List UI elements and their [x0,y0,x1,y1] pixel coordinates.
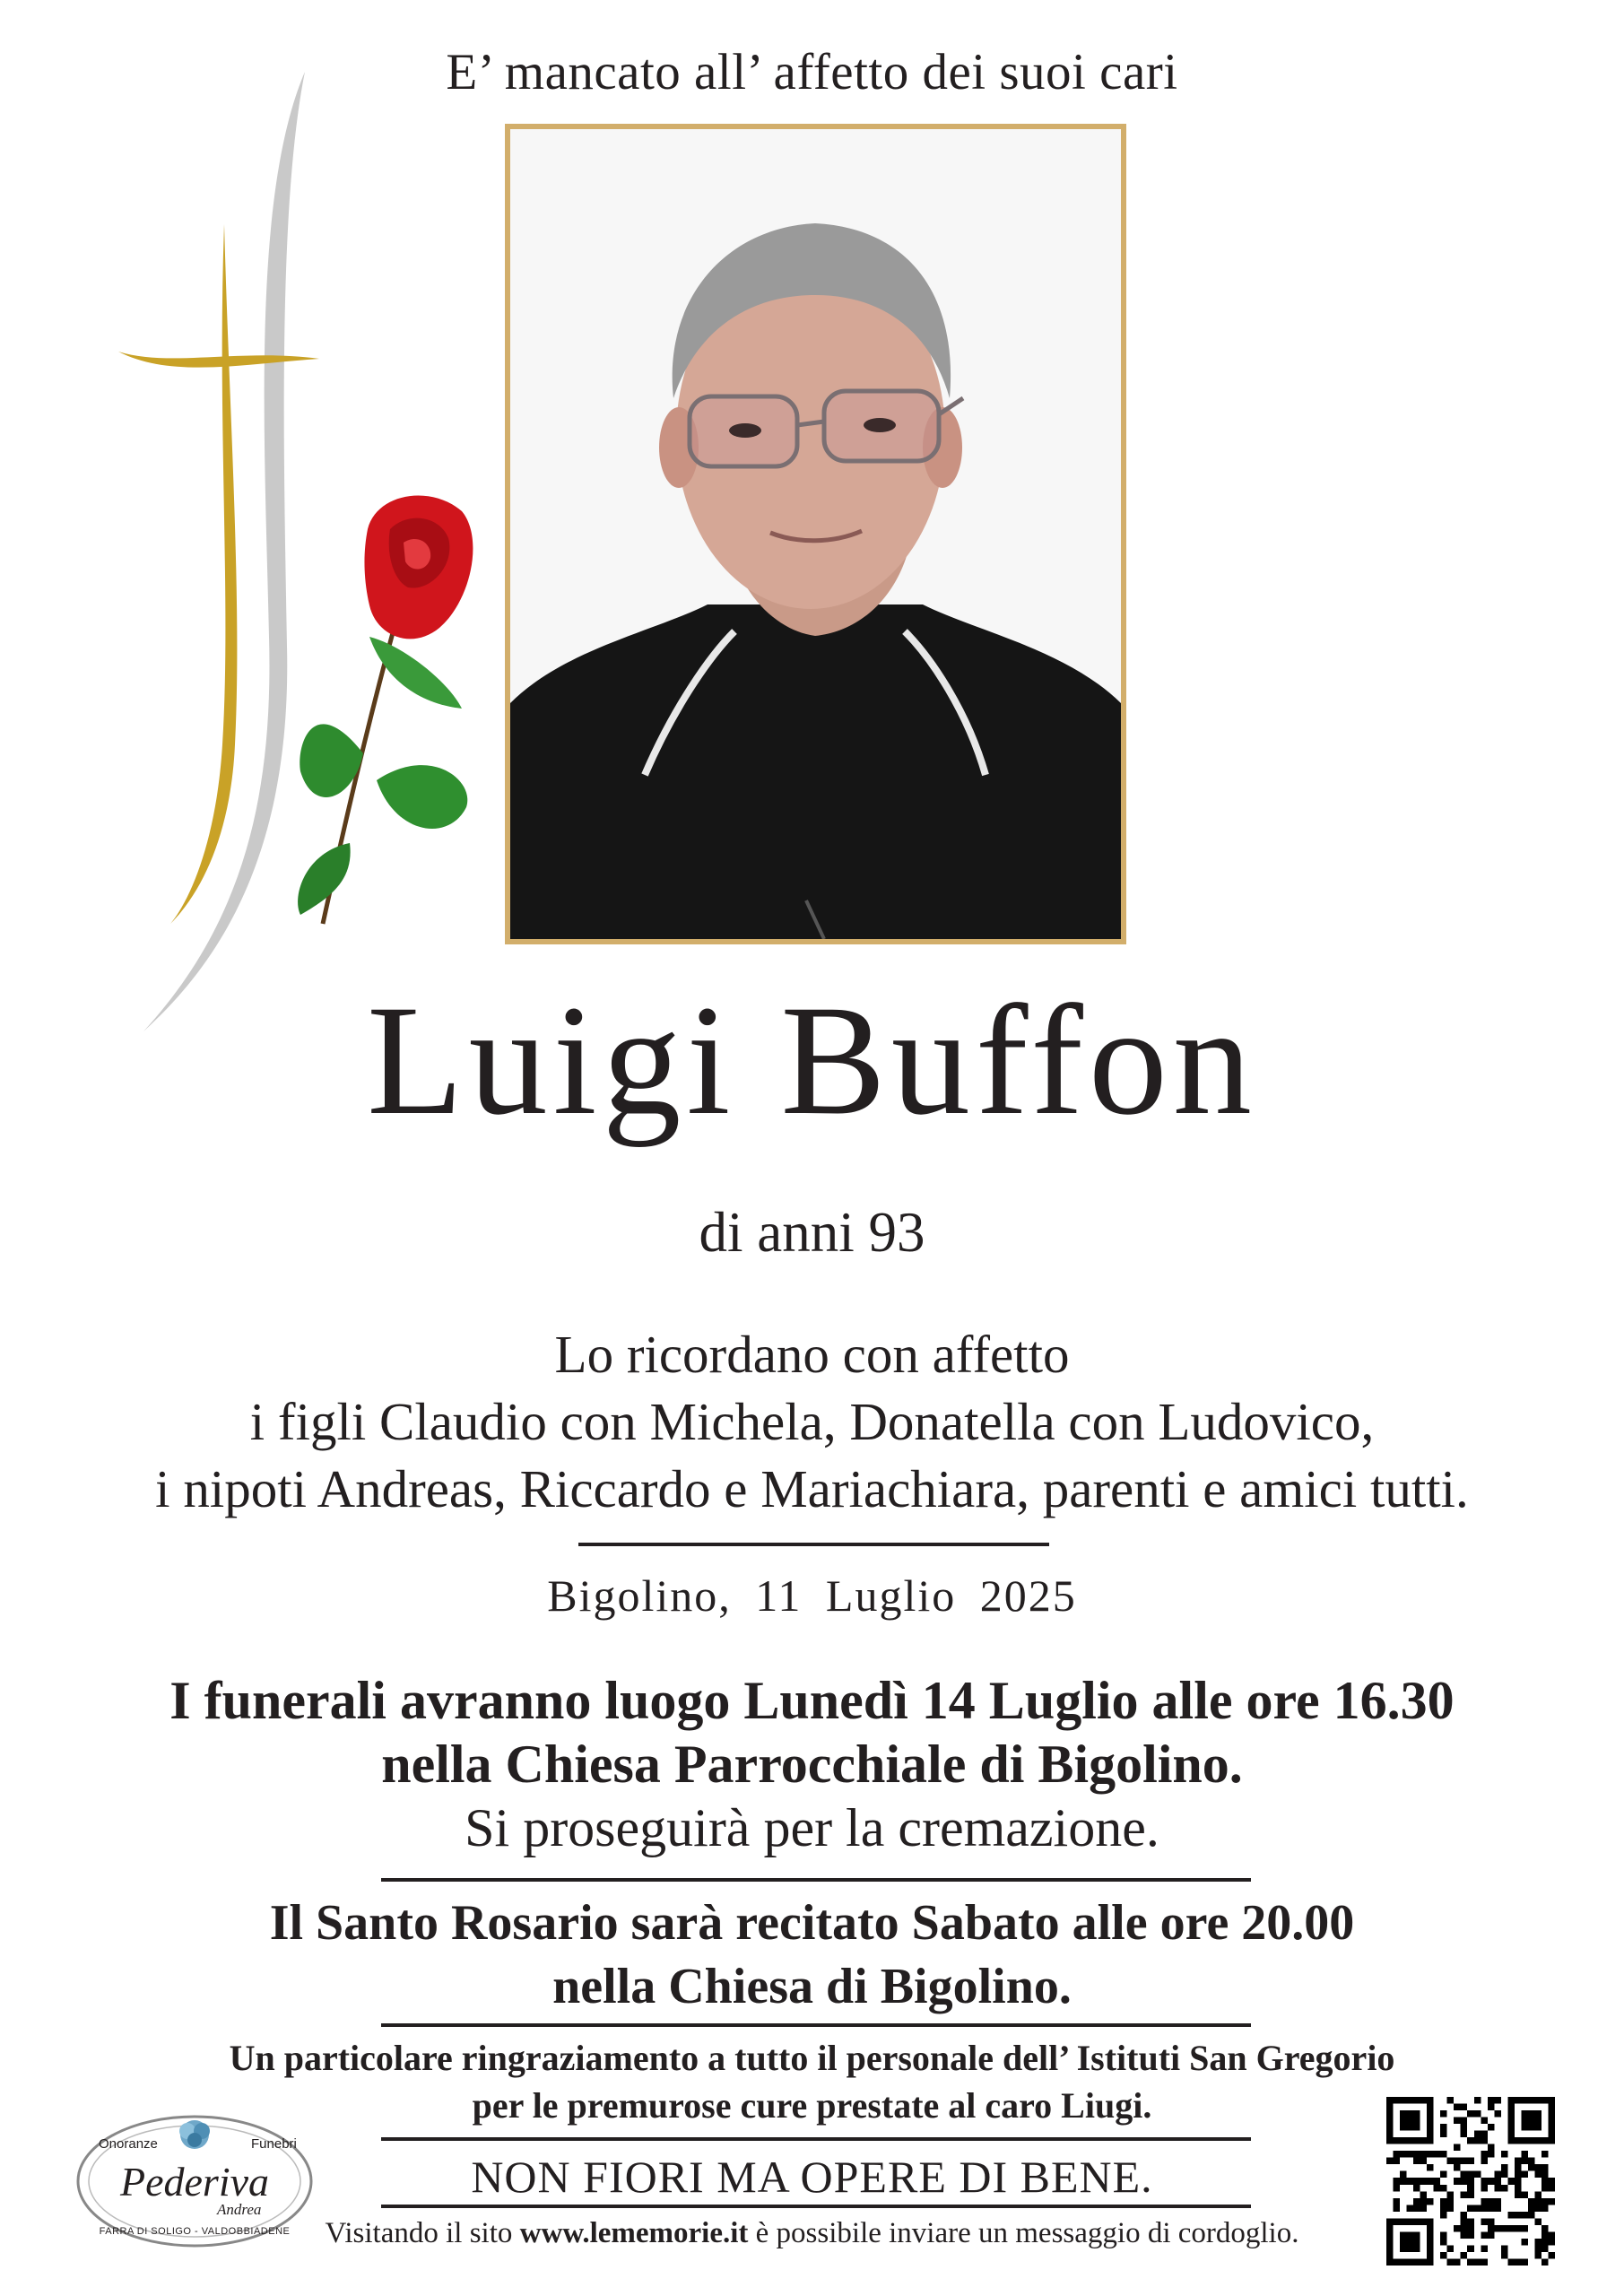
silver-swoosh [143,72,305,1031]
rose-leaf [377,765,467,829]
gold-cross-horizontal [118,352,319,368]
date-text: Bigolino, 11 Luglio 2025 [547,1570,1077,1621]
footer-suffix: è possibile inviare un messaggio di cordoglio. [755,2217,1299,2249]
header-text: E’ mancato all’ affetto dei suoi cari [446,44,1178,100]
rosary-line: nella Chiesa di Bigolino. [552,1959,1072,2014]
divider [381,2205,1251,2208]
footer-prefix: Visitando il sito [325,2217,513,2249]
remembrance-line: i figli Claudio con Michela, Donatella con Ludovico, [249,1392,1375,1451]
remembrance-line: Lo ricordano con affetto [554,1325,1070,1384]
funeral-line: Si proseguirà per la cremazione. [465,1798,1159,1857]
no-flowers-text: NON FIORI MA OPERE DI BENE. [471,2152,1153,2202]
divider [578,1543,1049,1546]
funeral-line: I funerali avranno luogo Lunedì 14 Luglio alle ore 16.30 [169,1671,1455,1730]
funeral-line: nella Chiesa Parrocchiale di Bigolino. [381,1735,1243,1794]
logo-sub: Andrea [217,2201,262,2218]
deceased-name: Luigi Buffon [367,973,1257,1148]
rosary-line: Il Santo Rosario sarà recitato Sabato alle ore 20.00 [269,1895,1355,1951]
logo-brand: Pederiva [119,2159,270,2205]
logo-bottom: FARRA DI SOLIGO - VALDOBBIADENE [99,2226,291,2237]
portrait-photo [505,124,1126,944]
logo-top-right: Funebri [251,2136,297,2152]
divider [381,1878,1251,1882]
website-link[interactable]: www.lememorie.it [519,2217,749,2249]
logo-top-left: Onoranze [99,2136,158,2152]
shirt [510,604,1121,939]
thanks-line: per le premurose cure prestate al caro Liugi. [472,2085,1152,2126]
gold-cross-vertical [170,224,237,924]
qr-code[interactable] [1386,2097,1555,2266]
rose-leaf [298,843,351,915]
age-text: di anni 93 [699,1201,925,1264]
funeral-home-logo [74,2108,316,2251]
divider [381,2137,1251,2141]
divider [381,2023,1251,2027]
remembrance-line: i nipoti Andreas, Riccardo e Mariachiara, parenti e amici tutti. [155,1459,1469,1518]
thanks-line: Un particolare ringraziamento a tutto il personale dell’ Istituti San Gregorio [229,2038,1395,2078]
cross-rose-decoration [108,63,493,1049]
